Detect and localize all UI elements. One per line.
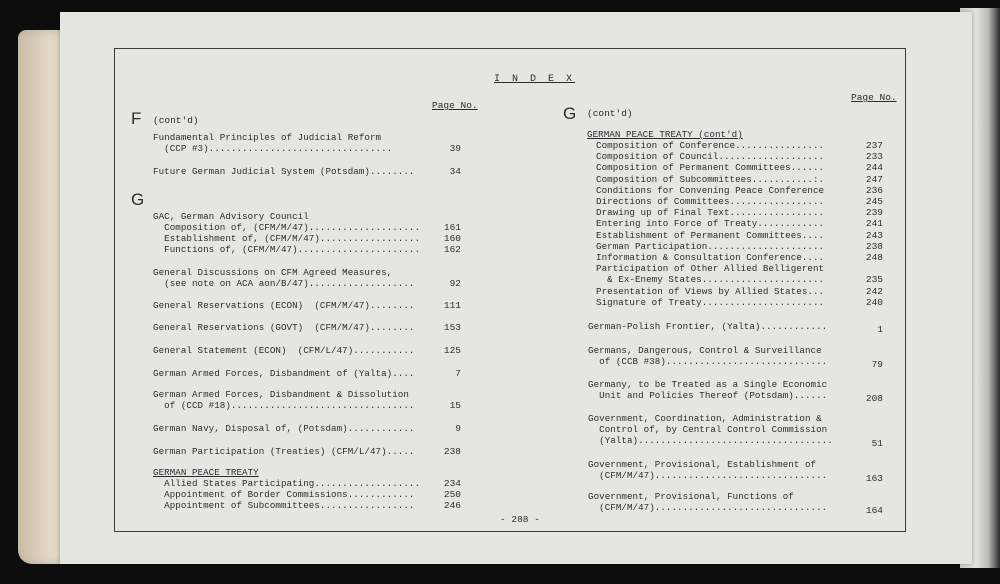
treaty-item: Composition of Council................... [596,151,825,163]
right-entry-line: Government, Provisional, Establishment of [588,459,817,470]
treaty-item: Presentation of Views by Allied States... [596,285,825,297]
right-entry-line: Germany, to be Treated as a Single Economic [588,379,828,390]
letter-g-left: G [131,190,145,209]
left-entry-page: 9 [455,423,461,434]
left-entry-page: 34 [449,166,461,177]
left-entry-page: 92 [449,278,461,289]
left-entry-page: 234 [443,478,461,489]
letter-g-right: G [563,104,577,123]
treaty-heading-contd: GERMAN PEACE TREATY (cont'd) [587,129,743,140]
treaty-item: Participation of Other Allied Belligerent [596,263,825,275]
right-entry-page: 163 [865,473,883,484]
left-entry-page: 39 [449,143,461,154]
right-entry-line: (CFM/M/47)............................... [588,502,828,513]
treaty-item: Signature of Treaty...................... [596,296,825,308]
right-entry-page: 164 [865,505,883,516]
treaty-item: Establishment of Permanent Committees.... [596,229,825,241]
left-entry-line: German Armed Forces, Disbandment of (Yalta).... [153,368,415,379]
treaty-item-page: 248 [865,252,883,263]
treaty-item-page: 236 [865,184,883,196]
treaty-item-page: 242 [865,285,883,297]
left-entry-line: Future German Judicial System (Potsdam)........ [153,166,415,177]
treaty-item: Composition of Subcommittees...........:. [596,173,825,185]
left-entry-page: 125 [443,345,461,356]
left-contd: (cont'd) [153,115,199,126]
left-entry-line: Fundamental Principles of Judicial Reform [153,132,382,143]
right-entry-line: (CFM/M/47)............................... [588,470,828,481]
right-entry-page: 79 [871,359,883,370]
right-page-no-label: Page No. [851,92,897,103]
treaty-item-page: 247 [865,173,883,185]
left-entry-line: Establishment of, (CFM/M/47).................. [153,233,421,244]
treaty-item-page: 239 [865,207,883,219]
treaty-item: Directions of Committees................. [596,196,825,207]
left-entry-line: Composition of, (CFM/M/47).................... [153,222,421,233]
treaty-item-page: 241 [865,218,883,230]
left-entry-page: 238 [443,446,461,457]
left-entry-page: 160 [443,233,461,244]
treaty-item: & Ex-Enemy States...................... [596,274,825,286]
left-entry-page: 7 [455,368,461,379]
treaty-item-page: 243 [865,229,883,241]
treaty-item-page: 235 [865,274,883,286]
index-title: I N D E X [494,74,576,85]
treaty-item: German Participation..................... [596,240,825,252]
treaty-item-page: 244 [865,162,883,174]
treaty-item-page: 238 [865,240,883,252]
left-entry-page: 162 [443,244,461,255]
treaty-item: Conditions for Convening Peace Conference [596,184,825,196]
left-entry-line: German Armed Forces, Disbandment & Dissolution [153,389,409,400]
left-entry-line: (see note on ACA aon/B/47)................... [153,278,415,289]
right-entry-line: Government, Provisional, Functions of [588,491,794,502]
left-entry-line: General Statement (ECON) (CFM/L/47)........... [153,345,415,356]
right-contd: (cont'd) [587,108,633,119]
left-entry-page: 161 [443,222,461,233]
left-entry-page: 111 [443,300,461,311]
treaty-item: Entering into Force of Treaty............ [596,218,825,230]
left-entry-line: Appointment of Border Commissions............ [153,489,415,500]
treaty-item: Composition of Permanent Committees...... [596,162,825,174]
left-entry-line: General Discussions on CFM Agreed Measures, [153,267,393,278]
right-entry-line: Government, Coordination, Administration & [588,413,822,424]
right-entry-line: (Yalta)................................... [588,435,833,446]
left-entry-page: 15 [449,400,461,411]
left-page-no-label: Page No. [432,100,478,111]
right-entry-line: Unit and Policies Thereof (Potsdam)...... [588,390,828,401]
left-entry-line: General Reservations (ECON) (CFM/M/47)........ [153,300,415,311]
right-entry-page: 208 [865,393,883,404]
left-entry-line: Appointment of Subcommittees................. [153,500,415,511]
left-entry-page: 250 [443,489,461,500]
left-entry-line: Functions of, (CFM/M/47)...................... [153,244,421,255]
right-entry-page: 51 [871,438,883,449]
left-entry-page: 246 [443,500,461,511]
left-entry-line: General Reservations (GOVT) (CFM/M/47)........ [153,322,415,333]
left-entry-line: German Navy, Disposal of, (Potsdam)............ [153,423,415,434]
right-entry-page: 1 [877,324,883,335]
left-entry-line: GERMAN PEACE TREATY [153,467,259,478]
left-entry-line: German Participation (Treaties) (CFM/L/47)..... [153,446,415,457]
treaty-item: Composition of Conference................ [596,140,825,151]
right-entry-line: Control of, by Central Control Commission [588,424,828,435]
right-entry-line: Germans, Dangerous, Control & Surveillance [588,345,822,356]
treaty-item-page: 245 [865,196,883,207]
treaty-item-page: 233 [865,151,883,163]
left-entry-line: GAC, German Advisory Council [153,211,309,222]
left-entry-line: Allied States Participating................... [153,478,421,489]
treaty-item-page: 240 [865,296,883,308]
right-entry-line: of (CCB #38)............................. [588,356,828,367]
letter-f: F [131,109,142,128]
left-entry-line: (CCP #3)................................. [153,143,393,154]
treaty-item-page: 237 [865,140,883,151]
page-number-footer: - 288 - [500,514,540,525]
left-entry-line: of (CCD #18)................................. [153,400,415,411]
treaty-item: Information & Consultation Conference.... [596,252,825,263]
treaty-item: Drawing up of Final Text................. [596,207,825,219]
right-entry-line: German-Polish Frontier, (Yalta)............ [588,321,828,332]
left-entry-page: 153 [443,322,461,333]
